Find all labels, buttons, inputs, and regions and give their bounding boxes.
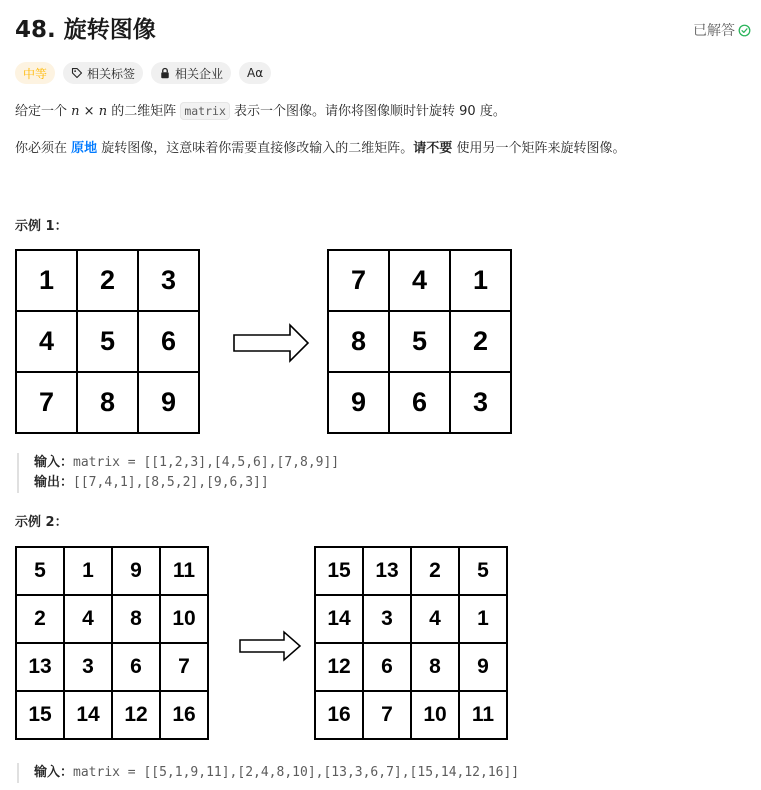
tag-icon	[71, 67, 83, 79]
example-1-input-cell: 5	[77, 311, 138, 372]
example-2-output-row	[315, 595, 507, 643]
difficulty-label: 中等	[23, 66, 48, 81]
example-2-output-cell: 15	[315, 547, 363, 595]
right-arrow-icon	[232, 323, 310, 363]
example-2-input-cell: 5	[16, 547, 64, 595]
description-paragraph-2	[15, 139, 625, 159]
example-2-output-cell: 12	[315, 643, 363, 691]
example-1-input-cell: 1	[16, 250, 77, 311]
example-1-input-cell: 9	[138, 372, 199, 433]
example-2-output-cell: 10	[411, 691, 459, 739]
example-2-output-cell: 2	[411, 547, 459, 595]
example-2-output-cell: 6	[363, 643, 411, 691]
inline-code-matrix: matrix	[180, 102, 230, 120]
example-2-output-cell: 16	[315, 691, 363, 739]
p2-text-before: 你必须在	[15, 141, 72, 156]
p1-text-mid: 的二维矩阵	[107, 104, 181, 119]
example-1-output-cell: 5	[389, 311, 450, 372]
example-2-title: 示例 2：	[15, 515, 68, 530]
example-2-input-image	[15, 546, 209, 740]
example-2-input-value: matrix = [[5,1,9,11],[2,4,8,10],[13,3,6,7],[15,14,12,16]]	[73, 765, 520, 780]
example-1-input-line	[34, 453, 339, 473]
example-1-output-line	[34, 473, 339, 493]
related-tags-label: 相关标签	[87, 66, 136, 81]
example-2-input-cell: 14	[64, 691, 112, 739]
example-1-output-image	[327, 249, 512, 434]
example-2-input-label: 输入：	[34, 765, 74, 780]
example-2-output-row	[315, 691, 507, 739]
example-1-output-value: [[7,4,1],[8,5,2],[9,6,3]]	[73, 475, 269, 490]
example-2-input-cell: 10	[160, 595, 208, 643]
example-1-input-cell: 6	[138, 311, 199, 372]
related-companies-button[interactable]	[151, 62, 231, 84]
related-tags-button[interactable]	[63, 62, 143, 84]
example-1-output-cell: 6	[389, 372, 450, 433]
example-2-input-cell: 8	[112, 595, 160, 643]
example-2-input-row	[16, 547, 208, 595]
example-2-input-cell: 15	[16, 691, 64, 739]
example-2-output-row	[315, 643, 507, 691]
example-2-output-row	[315, 547, 507, 595]
example-1-input-cell: 3	[138, 250, 199, 311]
example-1-input-value: matrix = [[1,2,3],[4,5,6],[7,8,9]]	[73, 455, 340, 470]
example-2-input-line	[34, 763, 519, 783]
example-2-output-cell: 4	[411, 595, 459, 643]
related-companies-label: 相关企业	[175, 66, 224, 81]
lock-icon	[159, 67, 171, 79]
p2-text-mid: 旋转图像，这意味着你需要直接修改输入的二维矩阵。	[97, 141, 414, 156]
example-2-input-cell: 12	[112, 691, 160, 739]
example-1-input-label: 输入：	[34, 455, 74, 470]
right-arrow-icon	[238, 630, 302, 662]
solved-status	[693, 20, 751, 40]
example-1-output-row	[328, 372, 511, 433]
example-2-input-cell: 7	[160, 643, 208, 691]
example-2-input-cell: 2	[16, 595, 64, 643]
example-1-input-image	[15, 249, 200, 434]
p1-times: ×	[79, 104, 99, 119]
p2-text-after: 使用另一个矩阵来旋转图像。	[452, 141, 626, 156]
example-1-input-cell: 7	[16, 372, 77, 433]
example-2-output-cell: 8	[411, 643, 459, 691]
difficulty-badge	[15, 62, 55, 84]
check-circle-icon	[738, 24, 751, 37]
example-2-input-cell: 4	[64, 595, 112, 643]
example-2-output-cell: 9	[459, 643, 507, 691]
example-1-output-cell: 3	[450, 372, 511, 433]
p1-text-after: 表示一个图像。请你将图像顺时针旋转 90 度。	[229, 104, 506, 119]
in-place-link[interactable]: 原地	[71, 141, 98, 156]
example-1-output-cell: 4	[389, 250, 450, 311]
example-1-input-row	[16, 250, 199, 311]
example-2-input-cell: 1	[64, 547, 112, 595]
example-2-io	[17, 763, 519, 783]
example-1-output-cell: 2	[450, 311, 511, 372]
p1-text-before: 给定一个	[15, 104, 72, 119]
example-2-input-row	[16, 595, 208, 643]
example-2-input-row	[16, 643, 208, 691]
example-1-output-cell: 9	[328, 372, 389, 433]
example-2-output-cell: 11	[459, 691, 507, 739]
example-2-output-cell: 1	[459, 595, 507, 643]
example-1-output-row	[328, 250, 511, 311]
tag-bar	[15, 62, 271, 84]
example-1-output-row	[328, 311, 511, 372]
example-2-input-cell: 13	[16, 643, 64, 691]
example-1-output-cell: 1	[450, 250, 511, 311]
example-2-input-cell: 3	[64, 643, 112, 691]
example-1-output-cell: 7	[328, 250, 389, 311]
example-2-output-image	[314, 546, 508, 740]
example-1-io	[17, 453, 339, 493]
example-2-input-cell: 11	[160, 547, 208, 595]
page-title: 48. 旋转图像	[15, 17, 156, 43]
example-2-input-cell: 16	[160, 691, 208, 739]
example-1-input-cell: 2	[77, 250, 138, 311]
example-2-output-cell: 7	[363, 691, 411, 739]
p1-var-n1: n	[71, 104, 80, 119]
p1-var-n2: n	[98, 104, 108, 119]
example-2-output-cell: 14	[315, 595, 363, 643]
example-1-input-row	[16, 311, 199, 372]
example-2-output-cell: 13	[363, 547, 411, 595]
example-2-input-cell: 6	[112, 643, 160, 691]
example-1-output-label: 输出：	[34, 475, 74, 490]
translate-icon: Aα	[247, 66, 264, 80]
font-toggle-button[interactable]	[239, 62, 271, 84]
description-paragraph-1	[15, 101, 506, 122]
p2-strong: 请不要	[413, 141, 453, 156]
example-1-input-cell: 4	[16, 311, 77, 372]
example-2-input-row	[16, 691, 208, 739]
example-2-input-cell: 9	[112, 547, 160, 595]
example-2-output-cell: 5	[459, 547, 507, 595]
example-2-output-cell: 3	[363, 595, 411, 643]
example-1-input-row	[16, 372, 199, 433]
example-1-title: 示例 1：	[15, 219, 68, 234]
example-1-input-cell: 8	[77, 372, 138, 433]
example-1-output-cell: 8	[328, 311, 389, 372]
solved-label: 已解答	[693, 23, 735, 39]
